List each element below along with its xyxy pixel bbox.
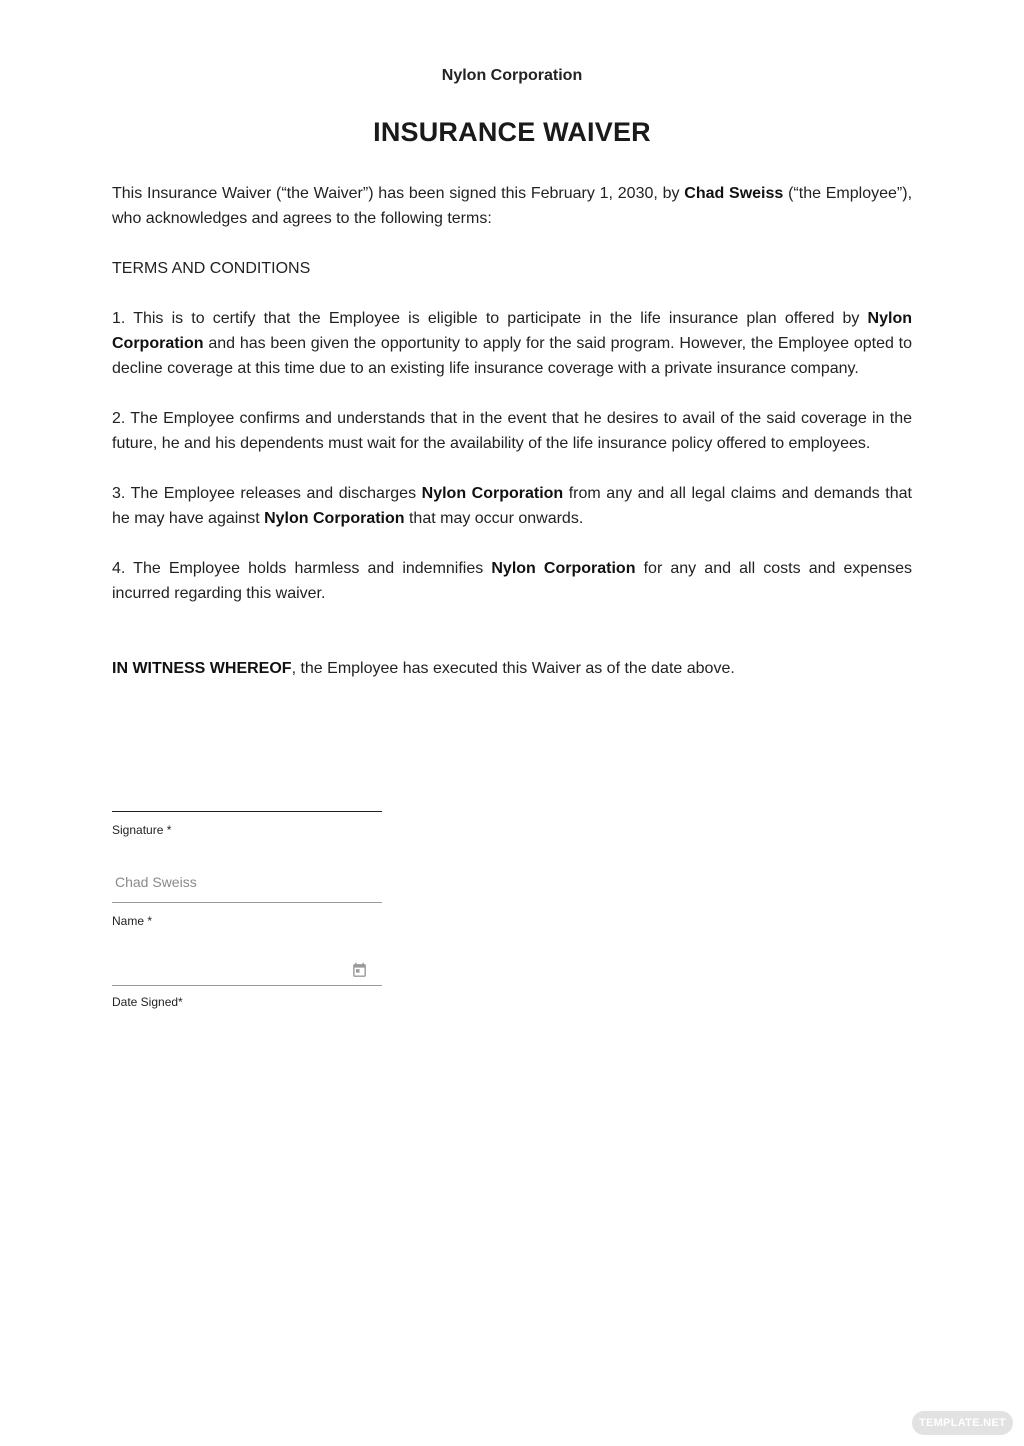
calendar-icon[interactable] xyxy=(351,962,368,979)
document-title: INSURANCE WAIVER xyxy=(373,117,651,147)
template-watermark: TEMPLATE.NET xyxy=(912,1411,1013,1435)
name-field[interactable]: Chad Sweiss xyxy=(115,874,197,890)
date-signed-label: Date Signed* xyxy=(112,995,183,1009)
witness-heading: IN WITNESS WHEREOF xyxy=(112,660,292,677)
signature-label: Signature * xyxy=(112,823,172,837)
company-header: Nylon Corporation xyxy=(441,67,583,84)
witness-paragraph: IN WITNESS WHEREOF, the Employee has executed this Waiver as of the date above. xyxy=(112,660,735,677)
company-name: Nylon Corporation xyxy=(421,485,564,502)
company-name: Nylon Corporation xyxy=(264,510,405,527)
company-name: Nylon Corporation xyxy=(112,310,912,352)
terms-heading: TERMS AND CONDITIONS xyxy=(112,260,311,277)
term-1: 1. This is to certify that the Employee is eligible to participate in the life insurance plan offered by Nylon Corporation and has been given the opportunity to apply for the said program. However, the Employee opted to decline coverage at this time due to an existing life insurance coverage with a private insurance company. xyxy=(112,310,912,377)
name-label: Name * xyxy=(112,914,153,928)
date-field-underline xyxy=(112,985,382,986)
employee-name: Chad Sweiss xyxy=(684,185,784,202)
term-4: 4. The Employee holds harmless and indemnifies Nylon Corporation for any and all costs and expenses incurred regarding this waiver. xyxy=(112,560,913,602)
company-name: Nylon Corporation xyxy=(491,560,636,577)
term-2: 2. The Employee confirms and understands that in the event that he desires to avail of the said coverage in the future, he and his dependents must wait for the availability of the life insurance policy offered to employees. xyxy=(112,410,912,452)
intro-paragraph xyxy=(112,181,912,231)
date-field[interactable] xyxy=(115,958,345,978)
intro-text-end: (“the Employee”), who acknowledges and agrees to the following terms: xyxy=(112,185,913,227)
intro-text: This Insurance Waiver (“the Waiver”) has been signed this February 1, 2030, by xyxy=(112,185,685,202)
term-3: 3. The Employee releases and discharges Nylon Corporation from any and all legal claims and demands that he may have against Nylon Corporation that may occur onwards. xyxy=(112,485,912,527)
signature-field[interactable] xyxy=(112,810,382,812)
name-field-underline xyxy=(112,902,382,903)
